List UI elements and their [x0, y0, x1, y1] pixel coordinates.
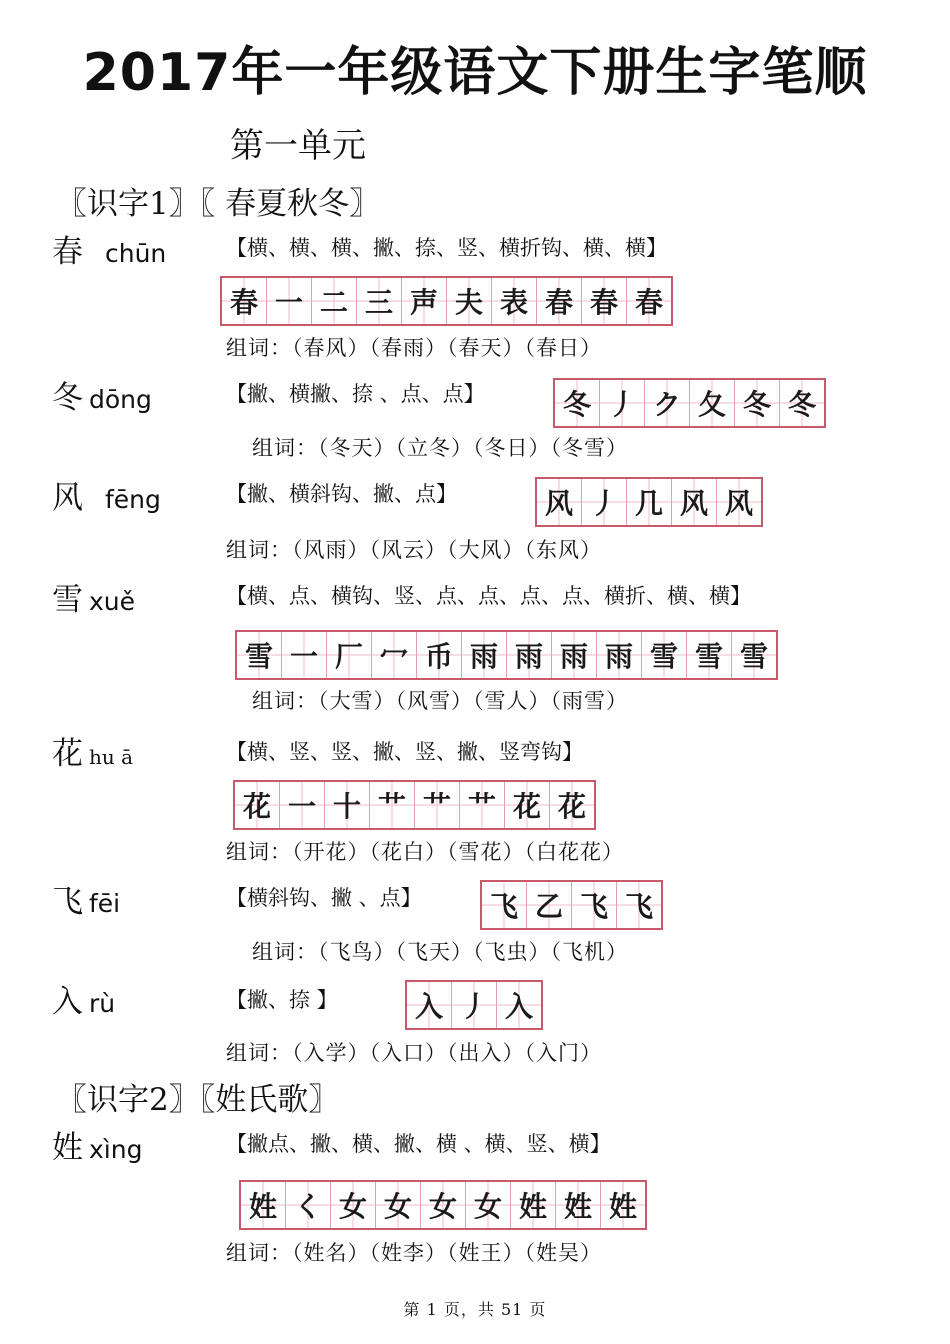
stroke-grid-dong — [553, 378, 826, 428]
stroke-step: 花 — [505, 782, 550, 828]
stroke-step: 春 — [582, 278, 627, 324]
character: 春 — [52, 234, 83, 270]
stroke-step: 入 — [407, 982, 452, 1028]
char-entry-xing — [52, 1122, 142, 1167]
word-examples: 组词：（冬天）（立冬）（冬日）（冬雪） — [252, 436, 628, 460]
stroke-grid-ru — [405, 980, 543, 1030]
stroke-grid-fei — [480, 880, 663, 930]
stroke-step: 雨 — [597, 632, 642, 678]
stroke-step: 姓 — [556, 1182, 601, 1228]
stroke-step: 雨 — [507, 632, 552, 678]
stroke-step: 夫 — [447, 278, 492, 324]
stroke-step: 表 — [492, 278, 537, 324]
stroke-step: 飞 — [617, 882, 661, 928]
stroke-step: 飞 — [482, 882, 527, 928]
stroke-step: 乙 — [527, 882, 572, 928]
stroke-step: 一 — [280, 782, 325, 828]
stroke-step: 入 — [497, 982, 541, 1028]
stroke-step: 厂 — [327, 632, 372, 678]
stroke-step: 几 — [627, 479, 672, 525]
lesson-heading-2: 〖识字2〗〖姓氏歌〗 — [56, 1082, 340, 1118]
stroke-step: 丿 — [452, 982, 497, 1028]
stroke-step: 一 — [267, 278, 312, 324]
page-title: 2017年一年级语文下册生字笔顺 — [82, 43, 868, 103]
word-examples: 组词：（大雪）（风雪）（雪人）（雨雪） — [252, 689, 628, 713]
stroke-step: 艹 — [460, 782, 505, 828]
stroke-step: 冬 — [555, 380, 600, 426]
word-examples: 组词：（风雨）（风云）（大风）（东风） — [226, 538, 602, 562]
stroke-grid-xing — [239, 1180, 647, 1230]
word-examples: 组词：（飞鸟）（飞天）（飞虫）（飞机） — [252, 940, 628, 964]
char-entry-feng — [52, 472, 161, 517]
stroke-grid-hua — [233, 780, 596, 830]
stroke-step: 夂 — [690, 380, 735, 426]
word-examples: 组词：（开花）（花白）（雪花）（白花花） — [226, 840, 624, 864]
character: 雪 — [52, 582, 83, 618]
stroke-step: 二 — [312, 278, 357, 324]
word-examples: 组词：（入学）（入口）（出入）（入门） — [226, 1041, 602, 1065]
pinyin: chūn — [105, 239, 167, 268]
stroke-step: く — [286, 1182, 331, 1228]
stroke-step: 女 — [331, 1182, 376, 1228]
stroke-step: 冖 — [372, 632, 417, 678]
stroke-step: 雪 — [237, 632, 282, 678]
character: 入 — [52, 984, 83, 1020]
stroke-step: 雨 — [462, 632, 507, 678]
stroke-step: 春 — [627, 278, 671, 324]
pinyin: rù — [89, 989, 116, 1018]
stroke-step: 姓 — [601, 1182, 645, 1228]
char-entry-xue — [52, 574, 135, 619]
character: 飞 — [52, 884, 83, 920]
stroke-step: 雪 — [687, 632, 732, 678]
stroke-step: 艹 — [370, 782, 415, 828]
stroke-order-text: 【撇、横撇、捺 、点、点】 — [226, 382, 485, 406]
stroke-step: 风 — [672, 479, 717, 525]
stroke-step: 丿 — [582, 479, 627, 525]
stroke-step: 一 — [282, 632, 327, 678]
char-entry-chun — [52, 226, 166, 271]
word-examples: 组词：（春风）（春雨）（春天）（春日） — [226, 336, 602, 360]
pinyin: dōng — [89, 385, 152, 414]
stroke-step: 冬 — [780, 380, 824, 426]
stroke-grid-xue — [235, 630, 778, 680]
pinyin: xuě — [89, 587, 136, 616]
page-footer: 第 1 页，共 51 页 — [403, 1300, 547, 1319]
stroke-step: 姓 — [241, 1182, 286, 1228]
stroke-step: ク — [645, 380, 690, 426]
character: 姓 — [52, 1130, 83, 1166]
stroke-step: 女 — [376, 1182, 421, 1228]
stroke-step: 雪 — [732, 632, 776, 678]
stroke-order-text: 【横、点、横钩、竖、点、点、点、点、横折、横、横】 — [226, 584, 751, 608]
stroke-order-text: 【横、横、横、撇、捺、竖、横折钩、横、横】 — [226, 236, 667, 260]
char-entry-ru — [52, 976, 115, 1021]
pinyin: fēi — [89, 889, 121, 918]
stroke-step: 春 — [537, 278, 582, 324]
stroke-step: 姓 — [511, 1182, 556, 1228]
stroke-step: 女 — [466, 1182, 511, 1228]
stroke-step: 风 — [537, 479, 582, 525]
stroke-step: 花 — [550, 782, 594, 828]
character: 冬 — [52, 380, 83, 416]
stroke-step: 花 — [235, 782, 280, 828]
character: 风 — [52, 480, 83, 516]
stroke-step: 女 — [421, 1182, 466, 1228]
stroke-step: 风 — [717, 479, 761, 525]
char-entry-fei — [52, 876, 120, 921]
stroke-step: 丿 — [600, 380, 645, 426]
character: 花 — [52, 736, 83, 772]
pinyin: hu ā — [89, 745, 134, 769]
stroke-step: 雨 — [552, 632, 597, 678]
stroke-step: 币 — [417, 632, 462, 678]
stroke-order-text: 【撇点、撇、横、撇、横 、横、竖、横】 — [226, 1132, 611, 1156]
pinyin: fēng — [105, 485, 161, 514]
stroke-order-text: 【横斜钩、撇 、点】 — [226, 886, 422, 910]
lesson-heading-1: 〖识字1〗〖 春夏秋冬〗 — [56, 186, 381, 222]
word-examples: 组词：（姓名）（姓李）（姓王）（姓吴） — [226, 1241, 602, 1265]
stroke-order-text: 【横、竖、竖、撇、竖、撇、竖弯钩】 — [226, 740, 583, 764]
char-entry-dong — [52, 372, 152, 417]
stroke-order-text: 【撇、捺 】 — [226, 988, 338, 1012]
stroke-step: 声 — [402, 278, 447, 324]
stroke-grid-feng — [535, 477, 763, 527]
stroke-step: 春 — [222, 278, 267, 324]
stroke-step: 三 — [357, 278, 402, 324]
stroke-step: 飞 — [572, 882, 617, 928]
stroke-step: 十 — [325, 782, 370, 828]
stroke-step: 艹 — [415, 782, 460, 828]
stroke-order-text: 【撇、横斜钩、撇、点】 — [226, 482, 457, 506]
pinyin: xìng — [89, 1135, 143, 1164]
stroke-grid-chun — [220, 276, 673, 326]
char-entry-hua — [52, 728, 133, 773]
stroke-step: 雪 — [642, 632, 687, 678]
unit-heading: 第一单元 — [230, 126, 366, 166]
stroke-step: 冬 — [735, 380, 780, 426]
